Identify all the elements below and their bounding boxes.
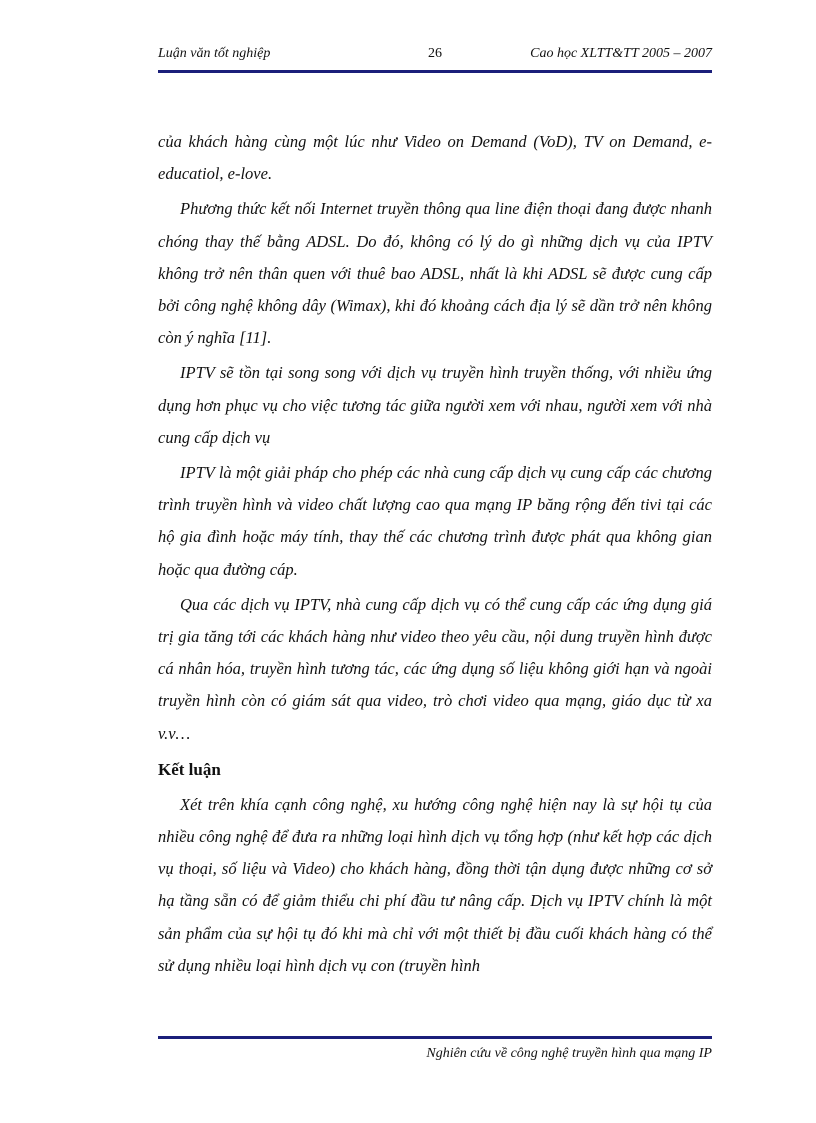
paragraph-iptv-coexist: IPTV sẽ tồn tại song song với dịch vụ truyền hình truyền thống, với nhiều ứng dụng hơn phục vụ cho việc tương tác giữa người xem với nhau, người xem với nhà cung cấp dịch vụ — [158, 363, 712, 447]
header-program-label: Cao học XLTT&TT 2005 – 2007 — [530, 46, 712, 61]
section-heading-conclusion: Kết luận — [158, 759, 221, 779]
header-thesis-label: Luận văn tốt nghiệp — [158, 46, 271, 61]
page-body — [158, 126, 712, 982]
page-footer: Nghiên cứu về công nghệ truyền hình qua mạng IP — [426, 1046, 712, 1061]
page-header — [158, 46, 712, 68]
paragraph-conclusion: Xét trên khía cạnh công nghệ, xu hướng công nghệ hiện nay là sự hội tụ của nhiều công nghệ để đưa ra những loại hình dịch vụ tổng hợp (như kết hợp các dịch vụ thoại, số liệu và Video) cho khách hàng, đồng thời tận dụng được những cơ sở hạ tầng sẵn có để giảm thiểu chi phí đầu tư nâng cấp. Dịch vụ IPTV chính là một sản phẩm của sự hội tụ đó khi mà chỉ với một thiết bị đầu cuối khách hàng có thể sử dụng nhiều loại hình dịch vụ con (truyền hình — [158, 794, 712, 975]
paragraph-continued: của khách hàng cùng một lúc như Video on Demand (VoD), TV on Demand, e-educatiol, e-love. — [158, 132, 712, 184]
header-rule — [158, 70, 712, 73]
paragraph-iptv-services: Qua các dịch vụ IPTV, nhà cung cấp dịch vụ có thể cung cấp các ứng dụng giá trị gia tăng tới các khách hàng như video theo yêu cầu, nội dung truyền hình được cá nhân hóa, truyền hình tương tác, các ứng dụng số liệu không giới hạn và ngoài truyền hình còn có giám sát qua video, trò chơi video qua mạng, giáo dục từ xa v.v… — [158, 594, 712, 743]
paragraph-internet-adsl: Phương thức kết nối Internet truyền thông qua line điện thoại đang được nhanh chóng thay thế bằng ADSL. Do đó, không có lý do gì những dịch vụ của IPTV không trở nên thân quen với thuê bao ADSL, nhất là khi ADSL sẽ được cung cấp bởi công nghệ không dây (Wimax), khi đó khoảng cách địa lý sẽ dần trở nên không còn ý nghĩa [11]. — [158, 199, 712, 348]
page-number: 26 — [428, 46, 442, 61]
footer-rule — [158, 1036, 712, 1039]
paragraph-iptv-definition: IPTV là một giải pháp cho phép các nhà cung cấp dịch vụ cung cấp các chương trình truyền hình và video chất lượng cao qua mạng IP băng rộng đến tivi tại các hộ gia đình hoặc máy tính, thay thế các chương trình được phát qua không gian hoặc qua đường cáp. — [158, 463, 712, 579]
